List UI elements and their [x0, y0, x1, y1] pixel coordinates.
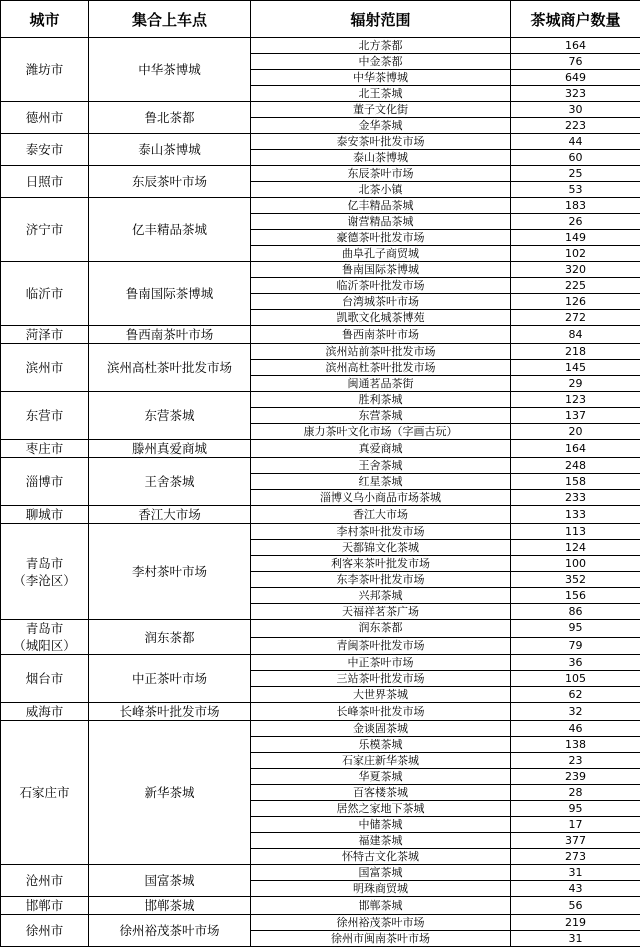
- merchant-count-cell: 86: [511, 604, 640, 620]
- city-cell: 泰安市: [1, 134, 89, 166]
- market-cell: 临沂茶叶批发市场: [251, 278, 511, 294]
- table-row: [1, 915, 640, 931]
- market-cell: 谢营精品茶城: [251, 214, 511, 230]
- pickup-point-cell: 东营茶城: [89, 392, 251, 440]
- merchant-count-cell: 164: [511, 440, 640, 458]
- merchant-count-cell: 60: [511, 150, 640, 166]
- merchant-count-cell: 31: [511, 865, 640, 881]
- market-cell: 北茶小镇: [251, 182, 511, 198]
- merchant-count-cell: 377: [511, 833, 640, 849]
- market-cell: 亿丰精品茶城: [251, 198, 511, 214]
- market-cell: 利客来茶叶批发市场: [251, 556, 511, 572]
- merchant-count-cell: 56: [511, 897, 640, 915]
- market-cell: 东营茶城: [251, 408, 511, 424]
- market-cell: 康力茶叶文化市场（字画古玩）: [251, 424, 511, 440]
- merchant-count-cell: 156: [511, 588, 640, 604]
- merchant-count-cell: 126: [511, 294, 640, 310]
- pickup-point-cell: 中华茶博城: [89, 38, 251, 102]
- pickup-point-cell: 香江大市场: [89, 506, 251, 524]
- market-cell: 闽通茗品茶街: [251, 376, 511, 392]
- market-cell: 三站茶叶批发市场: [251, 671, 511, 687]
- pickup-point-cell: 国富茶城: [89, 865, 251, 897]
- merchant-count-cell: 218: [511, 344, 640, 360]
- city-cell: 枣庄市: [1, 440, 89, 458]
- market-cell: 长峰茶叶批发市场: [251, 703, 511, 721]
- city-cell: 临沂市: [1, 262, 89, 326]
- market-cell: 李村茶叶批发市场: [251, 524, 511, 540]
- merchant-count-cell: 273: [511, 849, 640, 865]
- pickup-point-cell: 泰山茶博城: [89, 134, 251, 166]
- pickup-point-cell: 徐州裕茂茶叶市场: [89, 915, 251, 947]
- city-cell: 青岛市 （城阳区）: [1, 620, 89, 655]
- market-cell: 明珠商贸城: [251, 881, 511, 897]
- table-row: [1, 38, 640, 54]
- city-cell: 德州市: [1, 102, 89, 134]
- city-cell: 沧州市: [1, 865, 89, 897]
- market-cell: 真爱商城: [251, 440, 511, 458]
- merchant-count-cell: 137: [511, 408, 640, 424]
- merchant-count-cell: 20: [511, 424, 640, 440]
- header-coverage: 辐射范围: [251, 1, 511, 38]
- market-cell: 淄博义乌小商品市场茶城: [251, 490, 511, 506]
- merchant-count-cell: 30: [511, 102, 640, 118]
- market-cell: 豪德茶叶批发市场: [251, 230, 511, 246]
- market-cell: 中正茶叶市场: [251, 655, 511, 671]
- market-cell: 天福祥茗茶广场: [251, 604, 511, 620]
- market-cell: 徐州裕茂茶叶市场: [251, 915, 511, 931]
- city-cell: 滨州市: [1, 344, 89, 392]
- table-row: [1, 198, 640, 214]
- table-row: [1, 392, 640, 408]
- pickup-point-cell: 亿丰精品茶城: [89, 198, 251, 262]
- table-row: [1, 326, 640, 344]
- market-cell: 泰山茶博城: [251, 150, 511, 166]
- market-cell: 乐模茶城: [251, 737, 511, 753]
- merchant-count-cell: 183: [511, 198, 640, 214]
- merchant-count-cell: 105: [511, 671, 640, 687]
- market-cell: 鲁西南茶叶市场: [251, 326, 511, 344]
- market-cell: 董子文化街: [251, 102, 511, 118]
- table-row: [1, 102, 640, 118]
- market-cell: 东李茶叶批发市场: [251, 572, 511, 588]
- market-cell: 中华茶博城: [251, 70, 511, 86]
- pickup-point-cell: 东辰茶叶市场: [89, 166, 251, 198]
- header-city: 城市: [1, 1, 89, 38]
- market-cell: 泰安茶叶批发市场: [251, 134, 511, 150]
- merchant-count-cell: 84: [511, 326, 640, 344]
- market-cell: 滨州高杜茶叶批发市场: [251, 360, 511, 376]
- merchant-count-cell: 76: [511, 54, 640, 70]
- market-cell: 天都锦文化茶城: [251, 540, 511, 556]
- merchant-count-cell: 219: [511, 915, 640, 931]
- market-cell: 金华茶城: [251, 118, 511, 134]
- merchant-count-cell: 29: [511, 376, 640, 392]
- table-row: [1, 458, 640, 474]
- market-cell: 怀特古文化茶城: [251, 849, 511, 865]
- merchant-count-cell: 113: [511, 524, 640, 540]
- market-cell: 居然之家地下茶城: [251, 801, 511, 817]
- pickup-point-cell: 新华茶城: [89, 721, 251, 865]
- pickup-point-cell: 鲁北茶都: [89, 102, 251, 134]
- market-cell: 金谈固茶城: [251, 721, 511, 737]
- merchant-count-cell: 323: [511, 86, 640, 102]
- city-cell: 威海市: [1, 703, 89, 721]
- merchant-count-cell: 43: [511, 881, 640, 897]
- merchant-count-cell: 649: [511, 70, 640, 86]
- city-cell: 青岛市 （李沧区）: [1, 524, 89, 620]
- market-cell: 润东茶都: [251, 620, 511, 638]
- merchant-count-cell: 145: [511, 360, 640, 376]
- merchant-count-cell: 233: [511, 490, 640, 506]
- table-row: [1, 655, 640, 671]
- city-cell: 淄博市: [1, 458, 89, 506]
- market-cell: 百客楼茶城: [251, 785, 511, 801]
- merchant-count-cell: 44: [511, 134, 640, 150]
- merchant-count-cell: 138: [511, 737, 640, 753]
- merchant-count-cell: 123: [511, 392, 640, 408]
- pickup-point-cell: 李村茶叶市场: [89, 524, 251, 620]
- market-cell: 北王茶城: [251, 86, 511, 102]
- merchant-count-cell: 23: [511, 753, 640, 769]
- merchant-count-cell: 36: [511, 655, 640, 671]
- merchant-count-cell: 272: [511, 310, 640, 326]
- merchant-count-cell: 158: [511, 474, 640, 490]
- table-row: [1, 620, 640, 638]
- pickup-point-cell: 鲁西南茶叶市场: [89, 326, 251, 344]
- market-cell: 滨州站前茶叶批发市场: [251, 344, 511, 360]
- merchant-count-cell: 164: [511, 38, 640, 54]
- merchant-count-cell: 149: [511, 230, 640, 246]
- merchant-count-cell: 124: [511, 540, 640, 556]
- header-row: [1, 1, 640, 38]
- table-row: [1, 134, 640, 150]
- city-cell: 邯郸市: [1, 897, 89, 915]
- market-cell: 徐州市闽南茶叶市场: [251, 931, 511, 947]
- table-row: [1, 344, 640, 360]
- pickup-point-cell: 长峰茶叶批发市场: [89, 703, 251, 721]
- merchant-count-cell: 100: [511, 556, 640, 572]
- market-cell: 凯歌文化城茶博苑: [251, 310, 511, 326]
- merchant-count-cell: 248: [511, 458, 640, 474]
- merchant-count-cell: 95: [511, 801, 640, 817]
- table-row: [1, 721, 640, 737]
- table-row: [1, 262, 640, 278]
- merchant-count-cell: 95: [511, 620, 640, 638]
- pickup-point-cell: 中正茶叶市场: [89, 655, 251, 703]
- city-cell: 东营市: [1, 392, 89, 440]
- market-cell: 石家庄新华茶城: [251, 753, 511, 769]
- market-cell: 王舍茶城: [251, 458, 511, 474]
- merchant-count-cell: 28: [511, 785, 640, 801]
- city-cell: 徐州市: [1, 915, 89, 947]
- market-cell: 香江大市场: [251, 506, 511, 524]
- table-row: [1, 865, 640, 881]
- merchant-count-cell: 102: [511, 246, 640, 262]
- market-cell: 红星茶城: [251, 474, 511, 490]
- market-cell: 北方茶都: [251, 38, 511, 54]
- market-cell: 鲁南国际茶博城: [251, 262, 511, 278]
- market-cell: 曲阜孔子商贸城: [251, 246, 511, 262]
- pickup-point-cell: 滨州高杜茶叶批发市场: [89, 344, 251, 392]
- header-merchant-count: 茶城商户数量: [511, 1, 640, 38]
- city-cell: 烟台市: [1, 655, 89, 703]
- pickup-point-cell: 润东茶都: [89, 620, 251, 655]
- market-cell: 台湾城茶叶市场: [251, 294, 511, 310]
- market-cell: 东辰茶叶市场: [251, 166, 511, 182]
- market-cell: 兴邦茶城: [251, 588, 511, 604]
- market-cell: 邯郸茶城: [251, 897, 511, 915]
- merchant-count-cell: 26: [511, 214, 640, 230]
- city-cell: 潍坊市: [1, 38, 89, 102]
- header-pickup-point: 集合上车点: [89, 1, 251, 38]
- city-cell: 石家庄市: [1, 721, 89, 865]
- table-row: [1, 166, 640, 182]
- city-cell: 日照市: [1, 166, 89, 198]
- pickup-point-cell: 邯郸茶城: [89, 897, 251, 915]
- table-row: [1, 524, 640, 540]
- table-body: [1, 38, 640, 947]
- market-cell: 中金茶都: [251, 54, 511, 70]
- merchant-count-cell: 31: [511, 931, 640, 947]
- city-cell: 聊城市: [1, 506, 89, 524]
- market-cell: 国富茶城: [251, 865, 511, 881]
- merchant-count-cell: 46: [511, 721, 640, 737]
- city-cell: 菏泽市: [1, 326, 89, 344]
- market-cell: 胜利茶城: [251, 392, 511, 408]
- merchant-count-cell: 352: [511, 572, 640, 588]
- market-cell: 大世界茶城: [251, 687, 511, 703]
- merchant-count-cell: 17: [511, 817, 640, 833]
- market-cell: 福建茶城: [251, 833, 511, 849]
- merchant-count-cell: 133: [511, 506, 640, 524]
- pickup-point-cell: 王舍茶城: [89, 458, 251, 506]
- pickup-point-cell: 鲁南国际茶博城: [89, 262, 251, 326]
- merchant-count-cell: 223: [511, 118, 640, 134]
- city-cell: 济宁市: [1, 198, 89, 262]
- market-cell: 青闽茶叶批发市场: [251, 637, 511, 655]
- table-row: [1, 897, 640, 915]
- pickup-point-cell: 滕州真爱商城: [89, 440, 251, 458]
- merchant-count-cell: 62: [511, 687, 640, 703]
- merchant-count-cell: 239: [511, 769, 640, 785]
- table-row: [1, 506, 640, 524]
- table-row: [1, 703, 640, 721]
- merchant-count-cell: 25: [511, 166, 640, 182]
- market-cell: 中储茶城: [251, 817, 511, 833]
- merchant-count-cell: 32: [511, 703, 640, 721]
- merchant-count-cell: 320: [511, 262, 640, 278]
- merchant-count-cell: 79: [511, 637, 640, 655]
- merchant-count-cell: 225: [511, 278, 640, 294]
- market-cell: 华夏茶城: [251, 769, 511, 785]
- table-row: [1, 440, 640, 458]
- merchant-count-cell: 53: [511, 182, 640, 198]
